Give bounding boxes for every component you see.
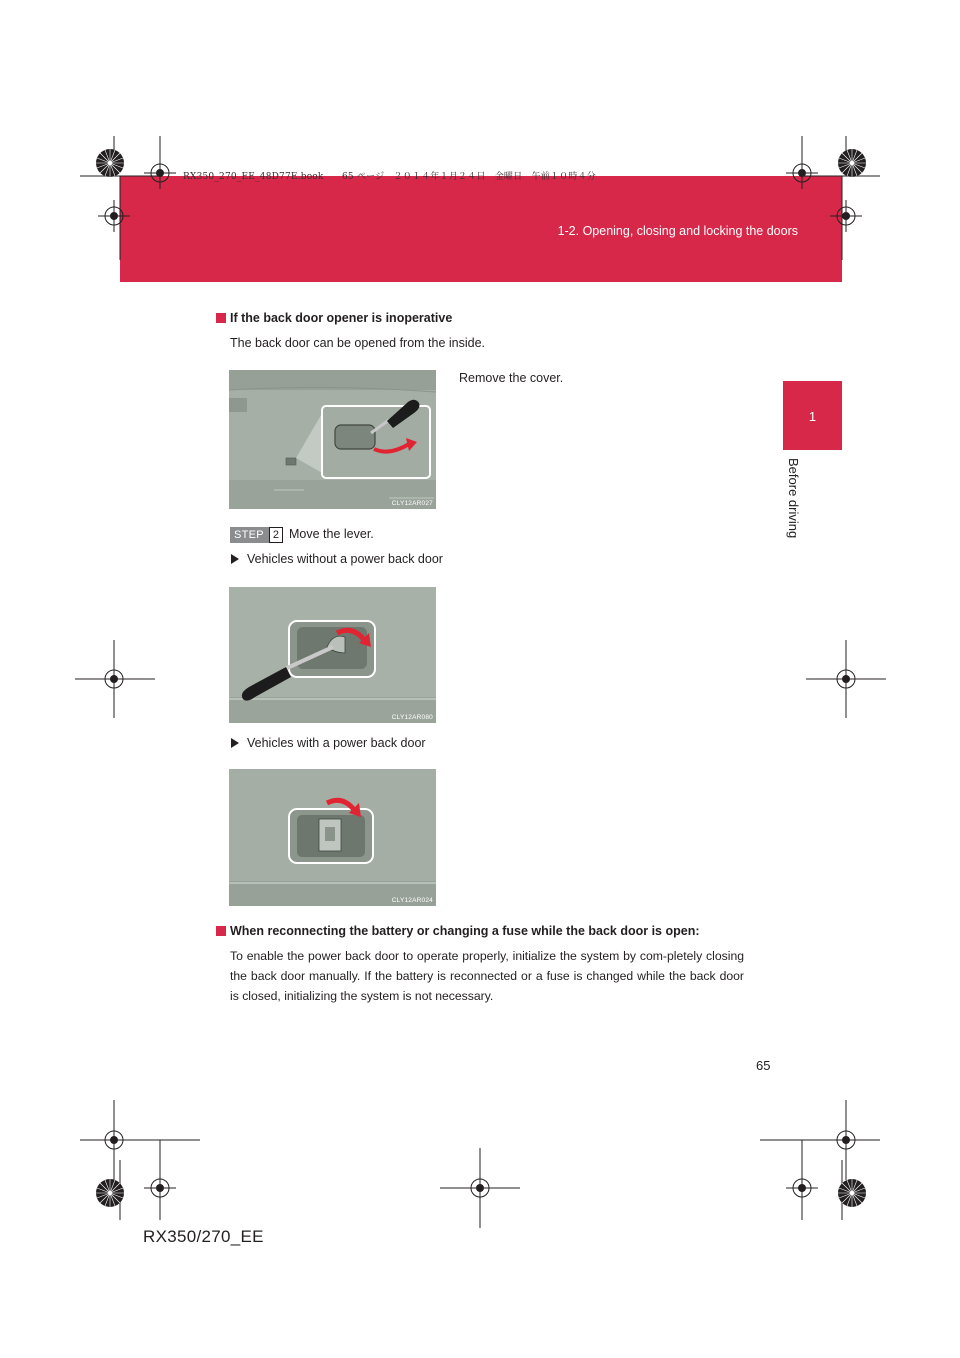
remove-cover-illustration <box>229 370 436 509</box>
inoperative-heading-text: If the back door opener is inoperative <box>230 311 453 325</box>
step1-text: Remove the cover. <box>459 371 564 385</box>
bullet-without-text: Vehicles without a power back door <box>247 552 443 566</box>
section-title: 1-2. Opening, closing and locking the doors <box>557 224 798 238</box>
bullet-with-text: Vehicles with a power back door <box>247 736 426 750</box>
heading-square-icon <box>216 926 226 936</box>
heading-square-icon <box>216 313 226 323</box>
chapter-number: 1 <box>808 409 817 424</box>
bullet-triangle-icon <box>231 554 239 564</box>
chapter-label: Before driving <box>786 458 801 539</box>
figure-code: CLY12AR027 <box>391 500 433 507</box>
step2-number: 2 <box>269 527 283 543</box>
footer-model: RX350/270_EE <box>143 1227 264 1246</box>
bullet-with-power-door <box>231 736 426 750</box>
inoperative-heading <box>216 311 452 325</box>
print-info: RX350_270_EE_48D77E.book 65 ページ ２０１４年１月２４日 金曜日 午前１０時４分 <box>183 172 596 182</box>
page-number: 65 <box>756 1058 771 1073</box>
lever-no-power-illustration <box>229 587 436 723</box>
figure-lever-power-door <box>229 769 436 906</box>
step2-word: STEP <box>230 527 269 543</box>
bullet-without-power-door <box>231 552 443 566</box>
reconnect-body: To enable the power back door to operate properly, initialize the system by com-pletely closing the back door manually. If the battery is reconnected or a fuse is changed while the back door is closed, initializing the system is not necessary. <box>230 949 744 1003</box>
figure-lever-no-power-door <box>229 587 436 723</box>
chapter-tab <box>783 381 842 450</box>
bullet-triangle-icon <box>231 738 239 748</box>
step2-text: Move the lever. <box>289 527 374 541</box>
reconnect-heading-text: When reconnecting the battery or changing a fuse while the back door is open: <box>230 924 700 938</box>
inoperative-intro: The back door can be opened from the inside. <box>230 336 486 350</box>
figure-code: CLY12AR080 <box>391 714 433 721</box>
lever-power-illustration <box>229 769 436 906</box>
figure-code: CLY12AR024 <box>391 897 433 904</box>
reconnect-heading <box>216 924 700 938</box>
figure-remove-cover <box>229 370 436 509</box>
step2-badge <box>230 527 283 543</box>
